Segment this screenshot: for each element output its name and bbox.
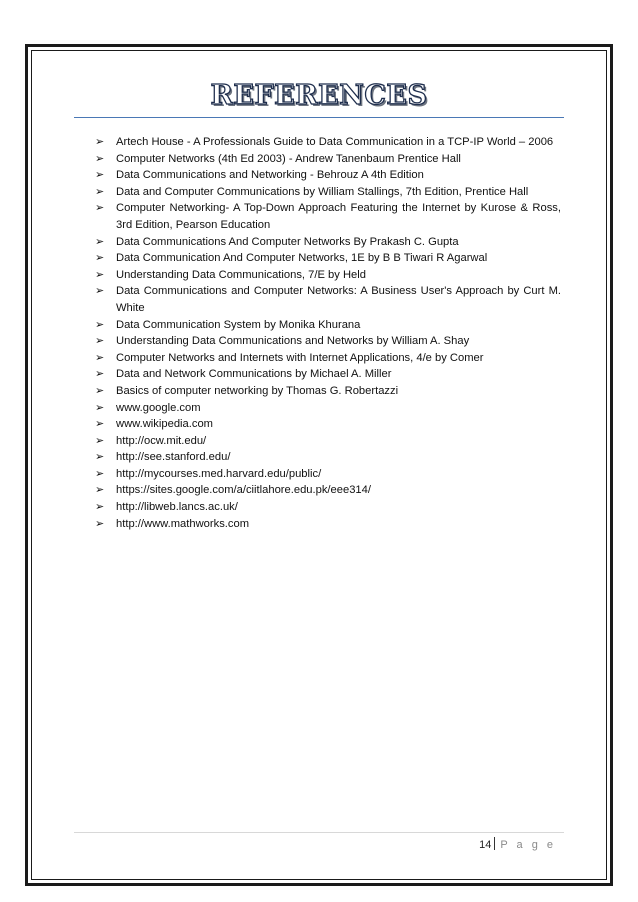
title-divider xyxy=(74,117,564,118)
reference-text: Computer Networks and Internets with Internet Applications, 4/e by Comer xyxy=(116,351,484,364)
arrow-bullet-icon: ➢ xyxy=(95,285,105,298)
arrow-bullet-icon: ➢ xyxy=(95,501,105,514)
arrow-bullet-icon: ➢ xyxy=(95,335,105,348)
reference-item xyxy=(95,433,561,450)
reference-text: Understanding Data Communications and Networks by William A. Shay xyxy=(116,335,470,348)
arrow-bullet-icon: ➢ xyxy=(95,268,105,281)
reference-text: Computer Networking- A Top-Down Approach Featuring the Internet by Kurose & Ross, 3rd Edition, Pearson Education xyxy=(116,202,561,231)
page-title: REFERENCES xyxy=(210,80,428,111)
reference-item xyxy=(95,350,561,367)
reference-item xyxy=(95,400,561,417)
arrow-bullet-icon: ➢ xyxy=(95,418,105,431)
reference-text: Basics of computer networking by Thomas G. Robertazzi xyxy=(116,384,399,397)
arrow-bullet-icon: ➢ xyxy=(95,152,105,165)
reference-item xyxy=(95,416,561,433)
reference-text: Understanding Data Communications, 7/E by Held xyxy=(116,268,366,281)
reference-item xyxy=(95,333,561,350)
reference-text: http://mycourses.med.harvard.edu/public/ xyxy=(116,467,322,480)
arrow-bullet-icon: ➢ xyxy=(95,202,105,215)
arrow-bullet-icon: ➢ xyxy=(95,484,105,497)
reference-text: www.wikipedia.com xyxy=(116,418,213,431)
reference-text: Data Communications and Networking - Behrouz A 4th Edition xyxy=(116,169,424,182)
reference-text: Data Communication System by Monika Khurana xyxy=(116,318,361,331)
page-label: P a g e xyxy=(500,839,556,851)
reference-text: https://sites.google.com/a/ciitlahore.edu.pk/eee314/ xyxy=(116,484,371,497)
reference-text: http://www.mathworks.com xyxy=(116,517,250,530)
page-footer xyxy=(479,837,556,851)
reference-item xyxy=(95,366,561,383)
reference-text: http://libweb.lancs.ac.uk/ xyxy=(116,501,238,514)
reference-text: http://ocw.mit.edu/ xyxy=(116,434,207,447)
reference-item xyxy=(95,184,561,201)
references-list xyxy=(95,134,561,532)
reference-item xyxy=(95,151,561,168)
reference-item xyxy=(95,267,561,284)
arrow-bullet-icon: ➢ xyxy=(95,368,105,381)
arrow-bullet-icon: ➢ xyxy=(95,434,105,447)
reference-item xyxy=(95,250,561,267)
arrow-bullet-icon: ➢ xyxy=(95,401,105,414)
reference-item xyxy=(95,516,561,533)
arrow-bullet-icon: ➢ xyxy=(95,136,105,148)
reference-item xyxy=(95,466,561,483)
arrow-bullet-icon: ➢ xyxy=(95,384,105,397)
reference-item xyxy=(95,317,561,334)
reference-text: Data and Network Communications by Michael A. Miller xyxy=(116,368,392,381)
arrow-bullet-icon: ➢ xyxy=(95,235,105,248)
page-number: 14 xyxy=(479,839,492,851)
arrow-bullet-icon: ➢ xyxy=(95,252,105,265)
reference-text: Computer Networks (4th Ed 2003) - Andrew Tanenbaum Prentice Hall xyxy=(116,152,461,165)
arrow-bullet-icon: ➢ xyxy=(95,318,105,331)
reference-item xyxy=(95,383,561,400)
footer-divider xyxy=(74,832,564,833)
reference-text: Artech House - A Professionals Guide to Data Communication in a TCP-IP World – 2006 xyxy=(116,136,554,148)
reference-text: www.google.com xyxy=(116,401,201,414)
reference-text: Data and Computer Communications by William Stallings, 7th Edition, Prentice Hall xyxy=(116,185,529,198)
reference-item xyxy=(95,283,561,316)
arrow-bullet-icon: ➢ xyxy=(95,467,105,480)
footer-separator xyxy=(494,837,495,850)
reference-text: Data Communications And Computer Networks By Prakash C. Gupta xyxy=(116,235,459,248)
arrow-bullet-icon: ➢ xyxy=(95,169,105,182)
reference-item xyxy=(95,167,561,184)
arrow-bullet-icon: ➢ xyxy=(95,185,105,198)
reference-item xyxy=(95,482,561,499)
reference-item xyxy=(95,200,561,233)
reference-item xyxy=(95,234,561,251)
arrow-bullet-icon: ➢ xyxy=(95,351,105,364)
reference-item xyxy=(95,499,561,516)
reference-item xyxy=(95,449,561,466)
reference-item xyxy=(95,134,561,151)
arrow-bullet-icon: ➢ xyxy=(95,517,105,530)
arrow-bullet-icon: ➢ xyxy=(95,451,105,464)
reference-text: http://see.stanford.edu/ xyxy=(116,451,231,464)
reference-text: Data Communication And Computer Networks, 1E by B B Tiwari R Agarwal xyxy=(116,252,488,265)
reference-text: Data Communications and Computer Networks: A Business User's Approach by Curt M. White xyxy=(116,285,561,314)
